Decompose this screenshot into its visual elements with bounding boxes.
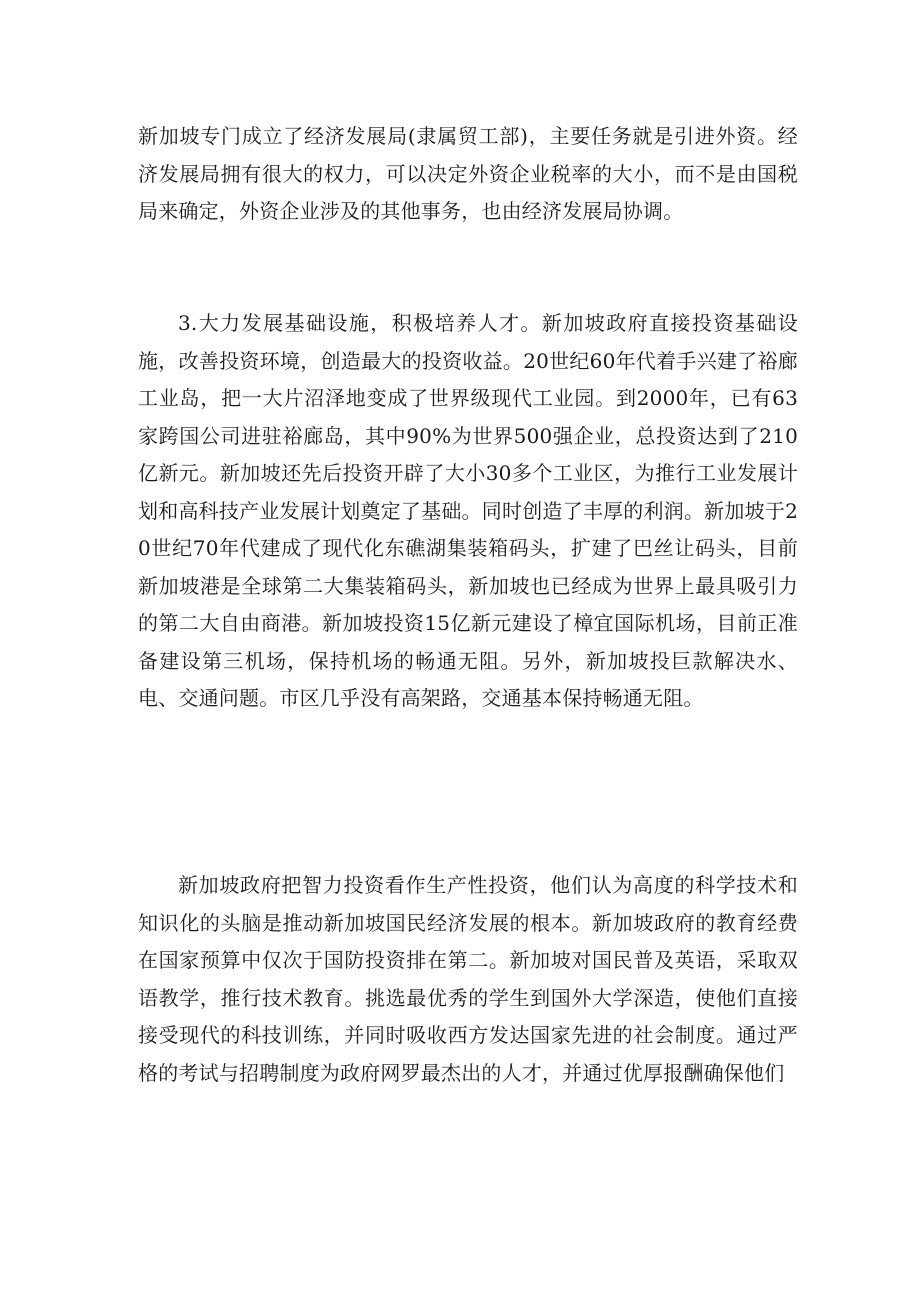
paragraph-economic-development-board: 新加坡专门成立了经济发展局(隶属贸工部)，主要任务就是引进外资。经济发展局拥有很大的权力，可以决定外资企业税率的大小，而不是由国税局来确定，外资企业涉及的其他事务，也由经济发展局协调。 [138,124,798,223]
paragraph-infrastructure: 3.大力发展基础设施，积极培养人才。新加坡政府直接投资基础设施，改善投资环境，创造最大的投资收益。20世纪60年代着手兴建了裕廊工业岛，把一大片沼泽地变成了世界级现代工业园。到2000年，已有63家跨国公司进驻裕廊岛，其中90%为世界500强企业，总投资达到了210亿新元。新加坡还先后投资开辟了大小30多个工业区，为推行工业发展计划和高科技产业发展计划奠定了基础。同时创造了丰厚的利润。新加坡于20世纪70年代建成了现代化东礁湖集装箱码头，扩建了巴丝让码头，目前新加坡港是全球第二大集装箱码头，新加坡也已经成为世界上最具吸引力的第二大自由商港。新加坡投资15亿新元建设了樟宜国际机场，目前正准备建设第三机场，保持机场的畅通无阻。另外，新加坡投巨款解决水、电、交通问题。市区几乎没有高架路，交通基本保持畅通无阻。 [138,311,798,710]
paragraph-education-investment: 新加坡政府把智力投资看作生产性投资，他们认为高度的科学技术和知识化的头脑是推动新加坡国民经济发展的根本。新加坡政府的教育经费在国家预算中仅次于国防投资排在第二。新加坡对国民普及英语，采取双语教学，推行技术教育。挑选最优秀的学生到国外大学深造，使他们直接接受现代的科技训练，并同时吸收西方发达国家先进的社会制度。通过严格的考试与招聘制度为政府网罗最杰出的人才，并通过优厚报酬确保他们 [138,873,798,1085]
